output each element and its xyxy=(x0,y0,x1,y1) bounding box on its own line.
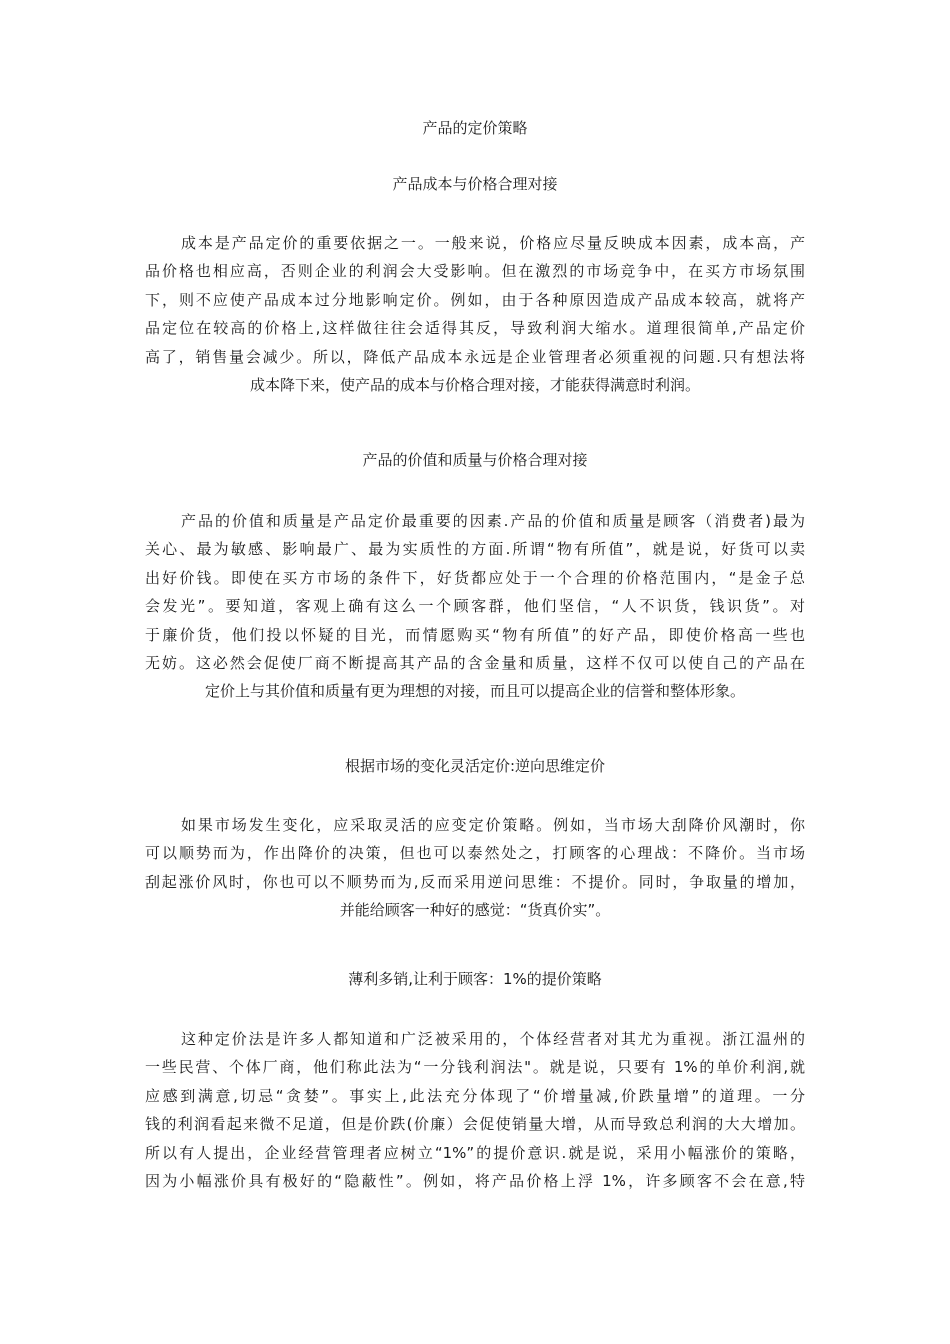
paragraph-line: 可以顺势而为，作出降价的决策，但也可以泰然处之，打顾客的心理战：不降价。当市场 xyxy=(145,844,805,863)
section-heading-cost: 产品成本与价格合理对接 xyxy=(392,175,558,193)
section-heading-value-quality: 产品的价值和质量与价格合理对接 xyxy=(362,451,588,469)
paragraph-line: 并能给顾客一种好的感觉：“货真价实”。 xyxy=(339,901,611,920)
paragraph-line: 品价格也相应高，否则企业的利润会大受影响。但在激烈的市场竞争中，在买方市场氛围 xyxy=(145,262,805,281)
paragraph-line: 这种定价法是许多人都知道和广泛被采用的，个体经营者对其尤为重视。浙江温州的 xyxy=(181,1030,805,1048)
paragraph-line: 因为小幅涨价具有极好的“隐蔽性”。例如，将产品价格上浮 1%，许多顾客不会在意,特 xyxy=(145,1171,805,1190)
paragraph-line: 下，则不应使产品成本过分地影响定价。例如，由于各种原因造成产品成本较高，就将产 xyxy=(145,290,805,309)
paragraph-line: 会发光”。要知道，客观上确有这么一个顾客群，他们坚信，“人不识货，钱识货”。对 xyxy=(145,597,805,616)
section-heading-flexible-pricing: 根据市场的变化灵活定价:逆向思维定价 xyxy=(344,757,606,775)
paragraph-line: 所以有人提出，企业经营管理者应树立“1%”的提价意识.就是说，采用小幅涨价的策略， xyxy=(145,1143,805,1162)
paragraph-line: 一些民营、个体厂商，他们称此法为“一分钱利润法"。就是说，只要有 1%的单价利润,就 xyxy=(145,1058,805,1077)
paragraph-line: 应感到满意,切忌“贪婪”。事实上,此法充分体现了“价增量减,价跌量增”的道理。一分 xyxy=(145,1086,805,1105)
section-paragraph-value-quality xyxy=(145,507,805,706)
paragraph-line: 品定位在较高的价格上,这样做往往会适得其反，导致利润大缩水。道理很简单,产品定价 xyxy=(145,319,805,338)
paragraph-line: 如果市场发生变化，应采取灵活的应变定价策略。例如，当市场大刮降价风潮时，你 xyxy=(181,816,805,834)
paragraph-line: 定价上与其价值和质量有更为理想的对接，而且可以提高企业的信誉和整体形象。 xyxy=(204,682,745,701)
paragraph-line: 关心、最为敏感、影响最广、最为实质性的方面.所谓“物有所值”，就是说，好货可以卖 xyxy=(145,540,805,559)
paragraph-line: 刮起涨价风时，你也可以不顺势而为,反而采用逆问思维：不提价。同时，争取量的增加， xyxy=(145,872,805,891)
document-title: 产品的定价策略 xyxy=(422,119,528,137)
paragraph-line: 成本是产品定价的重要依据之一。一般来说，价格应尽量反映成本因素，成本高，产 xyxy=(181,234,805,252)
paragraph-line: 钱的利润看起来微不足道，但是价跌(价廉）会促使销量大增，从而导致总利润的大大增加。 xyxy=(145,1115,805,1134)
paragraph-line: 高了，销售量会减少。所以，降低产品成本永远是企业管理者必须重视的问题.只有想法将 xyxy=(145,347,805,366)
paragraph-line: 成本降下来，使产品的成本与价格合理对接，才能获得满意时利润。 xyxy=(249,375,700,394)
section-heading-small-profit: 薄利多销,让利于顾客：1%的提价策略 xyxy=(348,970,602,988)
section-paragraph-flexible-pricing xyxy=(145,811,805,925)
section-paragraph-small-profit xyxy=(145,1025,805,1195)
paragraph-line: 于廉价货，他们投以怀疑的目光，而情愿购买“物有所值”的好产品，即使价格高一些也 xyxy=(145,625,805,644)
section-paragraph-cost xyxy=(145,229,805,399)
paragraph-line: 产品的价值和质量是产品定价最重要的因素.产品的价值和质量是顾客（消费者)最为 xyxy=(181,512,805,530)
paragraph-line: 出好价钱。即使在买方市场的条件下，好货都应处于一个合理的价格范围内，“是金子总 xyxy=(145,568,805,587)
paragraph-line: 无妨。这必然会促使厂商不断提高其产品的含金量和质量，这样不仅可以使自己的产品在 xyxy=(145,653,805,672)
